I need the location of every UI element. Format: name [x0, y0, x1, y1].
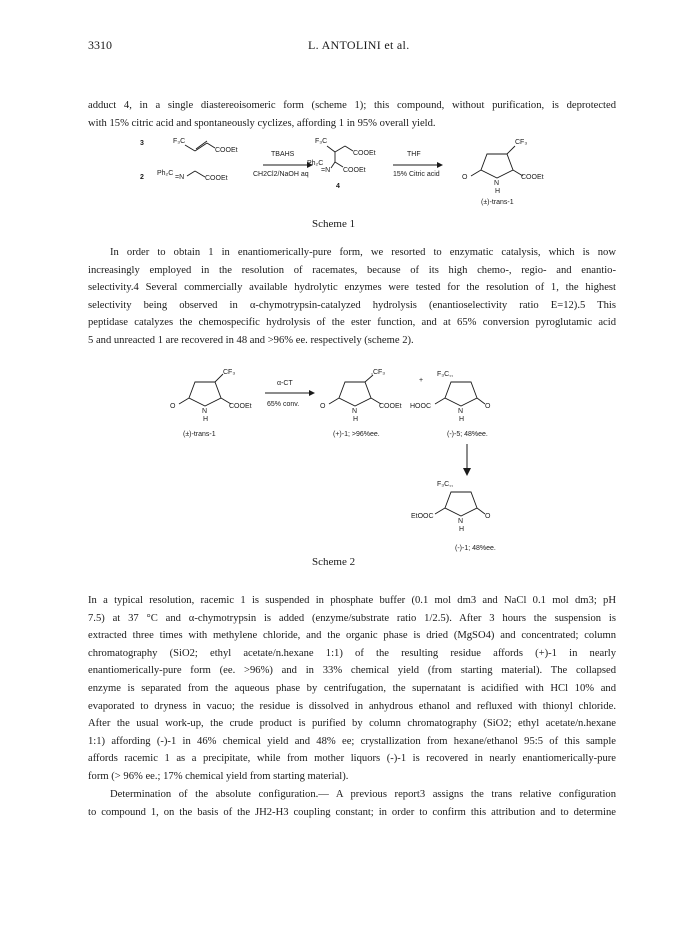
svg-text:COOEt: COOEt — [229, 403, 252, 410]
svg-text:COOEt: COOEt — [379, 403, 402, 410]
start-label: (±)-trans-1 — [183, 431, 216, 438]
svg-text:Ph₂C: Ph₂C — [157, 170, 174, 177]
reagent-number-3: 3 — [140, 140, 144, 147]
svg-text:N: N — [202, 408, 208, 415]
text-line: enantiomerically-pure form (ee. >96%) and in 33% chemical yield (from starting material). The collapsed — [88, 665, 616, 677]
svg-text:CF₃: CF₃ — [515, 139, 528, 146]
adduct-number: 4 — [336, 183, 340, 190]
step2-conditions: 15% Citric acid — [393, 171, 440, 178]
svg-text:HOOC: HOOC — [410, 403, 431, 410]
svg-text:H: H — [203, 416, 209, 423]
svg-text:COOEt: COOEt — [215, 147, 238, 154]
svg-text:O: O — [320, 403, 326, 410]
text-line: 7.5) at 37 °C and α-chymotrypsin is added (enzyme/substrate ratio 1/2.5). After 3 hours the suspension is — [88, 612, 616, 624]
reagent-number-2: 2 — [140, 174, 144, 181]
svg-text:COOEt: COOEt — [343, 167, 366, 174]
paragraph-2 — [88, 244, 616, 350]
text-line: adduct 4, in a single diastereoisomeric form (scheme 1); this compound, without purification, is deprotected — [88, 100, 616, 111]
svg-text:N: N — [458, 518, 464, 525]
svg-text:H: H — [495, 188, 501, 195]
text-line: evaporated to dryness in vacuo; the residue is dissolved in anhydrous ethanol and refluxed with thionyl chloride. — [88, 700, 616, 712]
paragraph-3 — [88, 592, 616, 786]
svg-text:=N: =N — [175, 174, 185, 181]
text-line: selectivity.4 Several commercially available hydrolytic enzymes were tested for the resolution of 1, the highest — [88, 282, 616, 294]
enzyme-label: α-CT — [277, 380, 293, 387]
text-line: to compound 1, on the basis of the JH2-H3 coupling constant; in order to confirm this attribution and to determine — [88, 806, 616, 818]
text-line: In order to obtain 1 in enantiomerically-pure form, we resorted to enzymatic catalysis, which is now — [110, 247, 616, 258]
svg-text:COOEt: COOEt — [353, 150, 376, 157]
text-line: 1:1) affording (-)-1 in 46% chemical yield and 48% ee; crystallization from hexane/ethanol 95:5 of this sample — [88, 735, 616, 747]
svg-text:,CF₃: ,CF₃ — [371, 369, 386, 376]
conversion-label: 65% conv. — [267, 401, 300, 408]
step2-solvent: THF — [407, 151, 421, 158]
text-line: After the usual work-up, the crude product is purified by column chromatography (SiO2; ethyl acetate/n.hexane — [88, 718, 616, 730]
step1-conditions: CH2Cl2/NaOH aq — [253, 171, 309, 178]
product1-label: (+)-1; >96%ee. — [333, 431, 380, 438]
text-line: form (> 96% ee.; 17% chemical yield from starting material). — [88, 770, 349, 782]
svg-text:O: O — [170, 403, 176, 410]
svg-text:H: H — [459, 526, 465, 533]
svg-text:F₃C: F₃C — [315, 138, 328, 145]
svg-text:Ph₂C: Ph₂C — [307, 160, 324, 167]
product-label: (±)-trans-1 — [481, 199, 514, 206]
scheme-2-diagram — [165, 368, 565, 558]
svg-text:=N: =N — [321, 167, 331, 174]
svg-text:F₃C,,: F₃C,, — [437, 481, 454, 488]
product2-label: (-)-5; 48%ee. — [447, 431, 488, 438]
svg-text:O: O — [462, 174, 468, 181]
svg-text:F₃C: F₃C — [173, 138, 186, 145]
scheme-2-caption: Scheme 2 — [312, 556, 356, 568]
svg-text:F₃C,,: F₃C,, — [437, 371, 454, 378]
svg-text:COOEt: COOEt — [521, 174, 544, 181]
plus-sign: + — [419, 377, 424, 384]
text-line: Determination of the absolute configuration.— A previous report3 assigns the trans relative configuration — [110, 789, 616, 800]
text-line: 5 and unreacted 1 are recovered in 48 and >96% ee. respectively (scheme 2). — [88, 334, 414, 346]
svg-text:O: O — [485, 403, 491, 410]
text-line: with 15% citric acid and spontaneously cyclizes, affording 1 in 95% overall yield. — [88, 117, 436, 129]
step1-reagent: TBAHS — [271, 151, 295, 158]
svg-text:H: H — [353, 416, 359, 423]
svg-text:COOEt: COOEt — [205, 175, 228, 182]
running-title: L. ANTOLINI et al. — [308, 38, 410, 52]
page-number: 3310 — [88, 38, 112, 52]
svg-text:O: O — [485, 513, 491, 520]
text-line: peptidase catalyzes the chemospecific hydrolysis of the ester function, and at 65% conversion pyroglutamic acid — [88, 317, 616, 329]
text-line: selectivity being observed in α-chymotrypsin-catalyzed hydrolysis (enantioselectivity ratio E=12).5 This — [88, 299, 616, 311]
text-line: increasingly employed in the resolution of racemates, because of its high chemo-, regio- and enantio- — [88, 264, 616, 276]
paragraph-1 — [88, 97, 616, 132]
svg-text:EtOOC: EtOOC — [411, 513, 434, 520]
svg-text:CF₃: CF₃ — [223, 369, 236, 376]
text-line: In a typical resolution, racemic 1 is suspended in phosphate buffer (0.1 mol dm3 and NaCl 0.1 mol dm3; pH — [88, 595, 616, 606]
text-line: chromatography (SiO2; ethyl acetate/n.hexane 1:1) of the resulting residue affords (+)-1 in nearly — [88, 647, 616, 659]
scheme-1-caption: Scheme 1 — [312, 218, 356, 230]
paragraph-4 — [88, 786, 616, 821]
text-line: extracted three times with methylene chloride, and the organic phase is dried (MgSO4) and concentrated; column — [88, 630, 616, 642]
scheme-1-diagram — [135, 132, 555, 214]
product3-label: (-)-1; 48%ee. — [455, 545, 496, 552]
text-line: enzyme is separated from the aqueous phase by centrifugation, the supernatant is acidified with HCl 10% and — [88, 682, 616, 694]
svg-text:N: N — [494, 180, 500, 187]
svg-text:N: N — [352, 408, 358, 415]
svg-text:H: H — [459, 416, 465, 423]
text-line: affords racemic 1 as a precipitate, while from mother liquors (-)-1 is recovered in nearly enantiomerically-pure — [88, 753, 616, 765]
svg-text:N: N — [458, 408, 464, 415]
